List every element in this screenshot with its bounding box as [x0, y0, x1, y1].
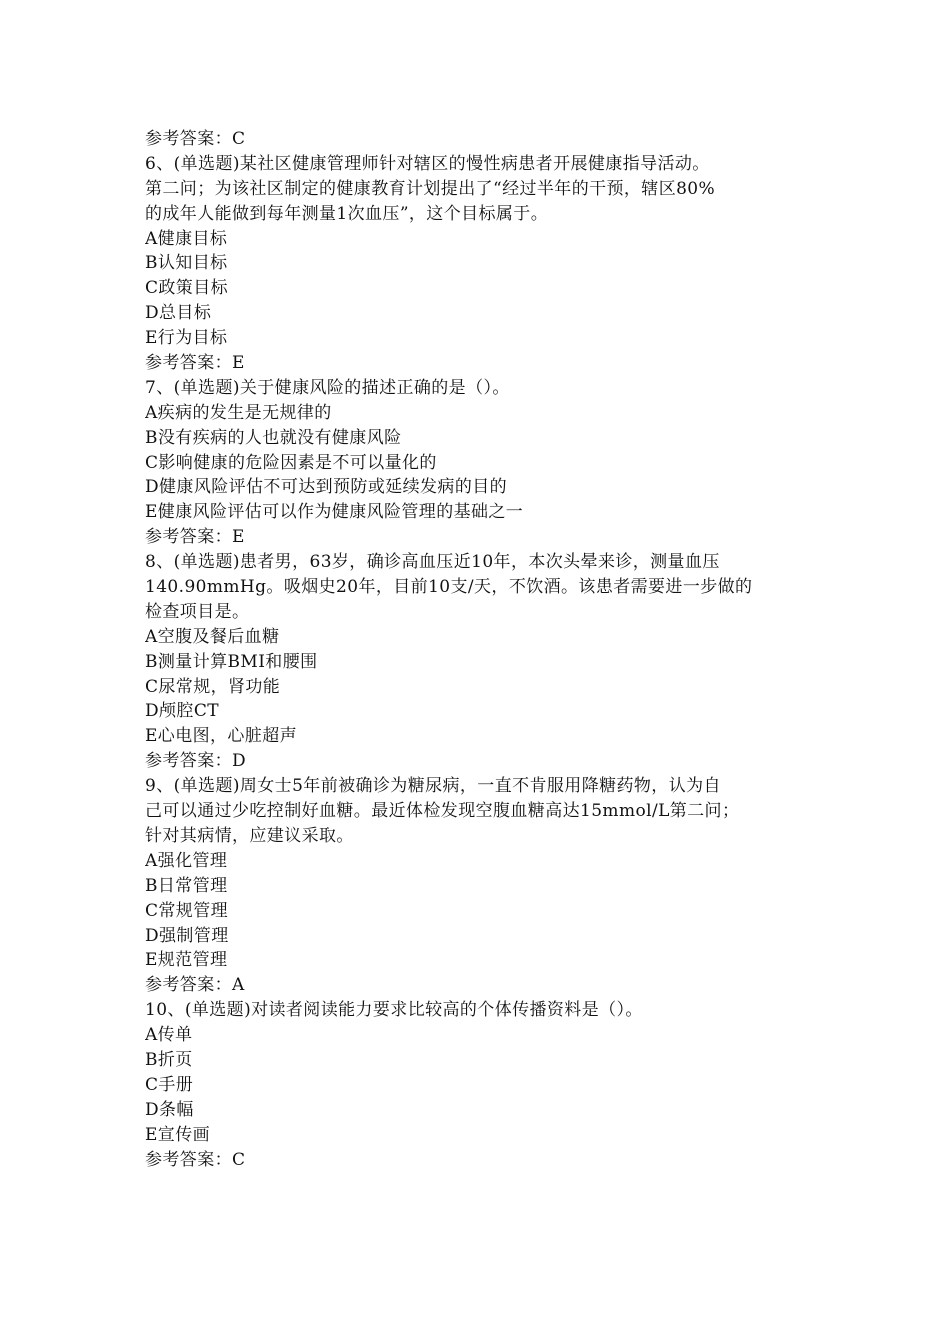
- question-block: [145, 550, 815, 774]
- question-line: 6、(单选题)某社区健康管理师针对辖区的慢性病患者开展健康指导活动。: [145, 153, 710, 174]
- document-page: [145, 127, 815, 1172]
- question-line: 7、(单选题)关于健康风险的描述正确的是（）。: [145, 377, 510, 398]
- option-b: B日常管理: [145, 875, 228, 896]
- option-c: C尿常规，肾功能: [145, 676, 281, 697]
- option-e: E健康风险评估可以作为健康风险管理的基础之一: [145, 502, 524, 523]
- option-e: E行为目标: [145, 328, 228, 349]
- option-a: A强化管理: [145, 850, 228, 871]
- option-a: A健康目标: [145, 228, 228, 249]
- option-d: D健康风险评估不可达到预防或延续发病的目的: [145, 477, 508, 498]
- option-d: D颅腔CT: [145, 701, 219, 722]
- question-block: [145, 152, 815, 376]
- option-c: C影响健康的危险因素是不可以量化的: [145, 452, 437, 473]
- question-line: 第二问；为该社区制定的健康教育计划提出了“经过半年的干预，辖区80%: [145, 178, 716, 199]
- option-d: D条幅: [145, 1099, 194, 1120]
- question-line: 针对其病情，应建议采取。: [145, 825, 354, 846]
- question-text: [145, 998, 815, 1023]
- option-b: B折页: [145, 1049, 193, 1070]
- option-a: A传单: [145, 1025, 193, 1046]
- option-a: A疾病的发生是无规律的: [145, 402, 332, 423]
- question-line: 10、(单选题)对读者阅读能力要求比较高的个体传播资料是（）。: [145, 1000, 643, 1021]
- answer-line: 参考答案：E: [145, 353, 245, 374]
- option-e: E宣传画: [145, 1124, 211, 1145]
- question-text: [145, 152, 815, 227]
- answer-line: 参考答案：E: [145, 527, 245, 548]
- question-line: 检查项目是。: [145, 601, 250, 622]
- question-text: [145, 376, 815, 401]
- question-block: [145, 376, 815, 550]
- question-text: [145, 774, 815, 849]
- option-c: C政策目标: [145, 278, 229, 299]
- option-d: D强制管理: [145, 925, 229, 946]
- question-line: 9、(单选题)周女士5年前被确诊为糖尿病，一直不肯服用降糖药物，认为自: [145, 776, 721, 797]
- answer-line: 参考答案：A: [145, 975, 245, 996]
- option-a: A空腹及餐后血糖: [145, 626, 280, 647]
- question-block: [145, 774, 815, 998]
- option-e: E规范管理: [145, 950, 228, 971]
- option-e: E心电图，心脏超声: [145, 726, 298, 747]
- question-block: [145, 998, 815, 1172]
- question-line: 己可以通过少吃控制好血糖。最近体检发现空腹血糖高达15mmol/L第二问；: [145, 801, 740, 822]
- question-text: [145, 550, 815, 625]
- option-c: C手册: [145, 1074, 194, 1095]
- question-line: 8、(单选题)患者男，63岁，确诊高血压近10年，本次头晕来诊，测量血压: [145, 552, 720, 573]
- option-b: B认知目标: [145, 253, 228, 274]
- answer-line: 参考答案：C: [145, 1149, 246, 1170]
- answer-line: 参考答案：C: [145, 129, 246, 149]
- option-b: B没有疾病的人也就没有健康风险: [145, 427, 402, 448]
- option-b: B测量计算BMI和腰围: [145, 651, 318, 672]
- answer-line: 参考答案：D: [145, 751, 247, 772]
- option-c: C常规管理: [145, 900, 229, 921]
- option-d: D总目标: [145, 303, 212, 324]
- question-line: 140.90mmHg。吸烟史20年，目前10支/天，不饮酒。该患者需要进一步做的: [145, 577, 753, 598]
- question-line: 的成年人能做到每年测量1次血压”，这个目标属于。: [145, 203, 549, 224]
